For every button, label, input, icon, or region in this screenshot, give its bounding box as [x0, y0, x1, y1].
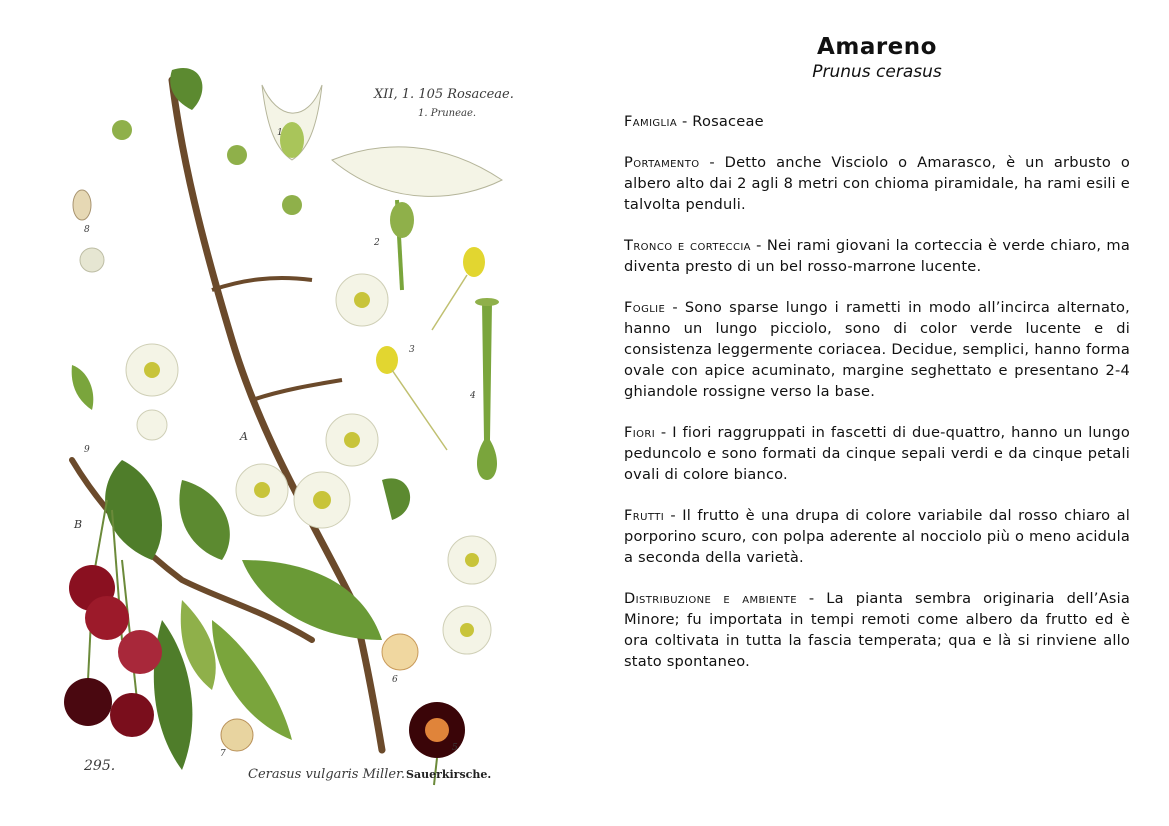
leaf	[382, 478, 410, 520]
botanical-plate-illustration	[62, 40, 522, 792]
section-label: Fiori	[624, 424, 656, 441]
stamen-detail	[463, 247, 485, 277]
leaf-small	[72, 365, 94, 410]
figure-label: 1	[277, 128, 283, 138]
seed-small-detail	[73, 190, 91, 220]
plate-subreference: 1. Pruneae.	[418, 108, 477, 119]
figure-label: 3	[409, 345, 415, 355]
scientific-name: Prunus cerasus	[812, 62, 942, 82]
leaf	[105, 460, 162, 560]
detail-figures	[73, 85, 502, 785]
section-tronco-corteccia: Tronco e corteccia - Nei rami giovani la corteccia è verde chiaro, ma diventa presto di un bel rosso-marrone lucente.	[624, 237, 1130, 275]
cherry	[85, 596, 129, 640]
section-text: Il frutto è una drupa di colore variabile dal rosso chiaro al porporino scuro, con polpa aderente al nocciolo più o meno acidula a seconda della varietà.	[624, 507, 1130, 566]
cherry	[110, 693, 154, 737]
pit-detail	[382, 634, 418, 670]
pistil-detail	[477, 302, 497, 480]
seed-detail	[221, 719, 253, 751]
section-label: Foglie	[624, 299, 666, 316]
figure-label: 8	[84, 225, 90, 235]
leaf	[212, 620, 292, 740]
page-title: Amareno	[817, 34, 937, 60]
figure-label: 9	[84, 445, 90, 455]
section-frutti: Frutti - Il frutto è una drupa di colore variabile dal rosso chiaro al porporino scuro, con polpa aderente al nocciolo più o meno acidula a seconda della varietà.	[624, 507, 1130, 566]
cherry	[64, 678, 112, 726]
figure-label: 7	[220, 749, 226, 759]
figure-label: A	[240, 430, 248, 443]
description-column	[624, 34, 1130, 672]
section-label: Portamento	[624, 154, 700, 171]
section-famiglia: Famiglia - Rosaceae	[624, 113, 764, 130]
plate-reference: XII, 1. 105 Rosaceae.	[374, 87, 514, 102]
section-text: Nei rami giovani la corteccia è verde chiaro, ma diventa presto di un bel rosso-marrone lucente.	[624, 237, 1130, 275]
section-distribuzione-ambiente: Distribuzione e ambiente - La pianta sembra originaria dell’Asia Minore; fu importata in tempi remoti come albero da frutto ed è ora coltivata in tutta la fascia temperata; qua e là si rinviene allo stato spontaneo.	[624, 590, 1130, 670]
figure-label: 5	[452, 743, 458, 753]
figure-label: B	[74, 518, 83, 531]
section-text: La pianta sembra originaria dell’Asia Minore; fu importata in tempi remoti come albero da frutto ed è ora coltivata in tutta la fascia temperata; qua e là si rinviene allo stato spontaneo.	[624, 590, 1130, 670]
section-label: Frutti	[624, 507, 665, 524]
section-label: Tronco e corteccia	[624, 237, 751, 254]
section-text: Sono sparse lungo i rametti in modo all’incirca alternato, hanno un lungo picciolo, sono di color verde lucente e di consistenza leggermente coriacea. Decidue, semplici, hanno forma ovale con apice acuminato, margine seghettato e presentano 2-4 ghiandole rossigne verso la base.	[624, 299, 1130, 400]
leaf	[179, 480, 229, 560]
plate-german-name: Sauerkirsche.	[406, 768, 492, 781]
section-portamento: Portamento - Detto anche Visciolo o Amarasco, è un arbusto o albero alto dai 2 agli 8 metri con chioma piramidale, ha rami esili e talvolta penduli.	[624, 154, 1130, 213]
figure-label: 4	[470, 391, 476, 401]
section-fiori: Fiori - I fiori raggruppati in fascetti di due-quattro, hanno un lungo peduncolo e sono formati da cinque sepali verdi e da cinque petali ovali di colore bianco.	[624, 424, 1130, 483]
section-text: Rosaceae	[692, 113, 764, 130]
section-text: Detto anche Visciolo o Amarasco, è un arbusto o albero alto dai 2 agli 8 metri con chioma piramidale, ha rami esili e talvolta penduli.	[624, 154, 1130, 213]
plate-svg	[62, 40, 522, 792]
plate-number: 295.	[84, 758, 116, 774]
section-label: Famiglia	[624, 113, 678, 130]
twig	[212, 278, 312, 290]
flower-side-detail	[332, 147, 502, 197]
section-label: Distribuzione e ambiente	[624, 590, 797, 607]
figure-label: 2	[374, 238, 380, 248]
twig	[252, 380, 342, 400]
figure-label: 6	[392, 675, 398, 685]
anther-detail	[376, 346, 398, 374]
cherry	[118, 630, 162, 674]
leaf	[242, 560, 382, 640]
plate-latin-name: Cerasus vulgaris Miller.	[248, 767, 405, 782]
section-foglie: Foglie - Sono sparse lungo i rametti in modo all’incirca alternato, hanno un lungo picciolo, sono di color verde lucente e di consistenza leggermente coriacea. Decidue, semplici, hanno forma ovale con apice acuminato, margine seghettato e presentano 2-4 ghiandole rossigne verso la base.	[624, 299, 1130, 400]
section-text: I fiori raggruppati in fascetti di due-quattro, hanno un lungo peduncolo e sono formati da cinque sepali verdi e da cinque petali ovali di colore bianco.	[624, 424, 1130, 483]
